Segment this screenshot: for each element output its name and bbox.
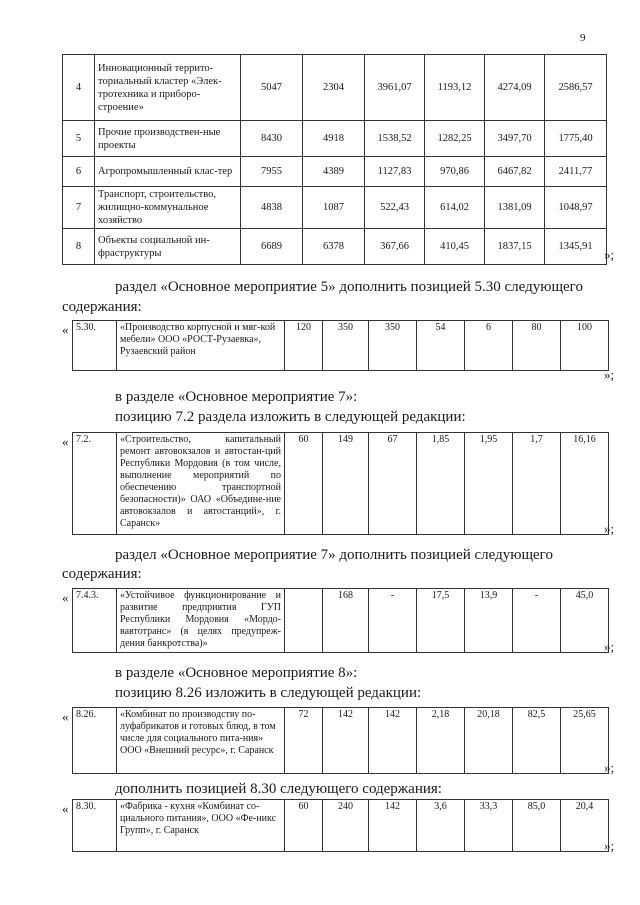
paragraph-section7-add-line1: раздел «Основное мероприятие 7» дополнить позицией следующего (115, 547, 553, 563)
position-number: 7.4.3. (73, 589, 117, 653)
table-row (63, 187, 607, 229)
project-name: «Комбинат по производству по-луфабрикатов и готовых блюд, в том числе для социального пита-ния» ООО «Внешний ресурс», г. Саранск (117, 708, 285, 774)
position-number: 5.30. (73, 321, 117, 371)
value-4: 2,18 (417, 708, 465, 774)
value-6: - (513, 589, 561, 653)
summary-table (62, 54, 607, 265)
value-3: 350 (369, 321, 417, 371)
value-2: 4918 (303, 121, 365, 157)
value-1: 5047 (241, 55, 303, 121)
t72-open-quote: « (62, 434, 69, 449)
value-4: 17,5 (417, 589, 465, 653)
t530-open-quote: « (62, 322, 69, 337)
value-3: 1127,83 (365, 157, 425, 187)
value-5: 13,9 (465, 589, 513, 653)
row-number: 4 (63, 55, 95, 121)
value-4: 970,86 (425, 157, 485, 187)
value-4: 1282,25 (425, 121, 485, 157)
position-5-30-table (72, 320, 609, 371)
value-3: - (369, 589, 417, 653)
value-2: 2304 (303, 55, 365, 121)
value-3: 67 (369, 433, 417, 535)
value-6: 1775,40 (545, 121, 607, 157)
table-row (63, 121, 607, 157)
value-2: 149 (323, 433, 369, 535)
value-1: 120 (285, 321, 323, 371)
value-6: 2411,77 (545, 157, 607, 187)
table-row (63, 157, 607, 187)
main-table-close-quote: »; (604, 247, 615, 262)
value-4: 1,85 (417, 433, 465, 535)
position-number: 7.2. (73, 433, 117, 535)
value-3: 142 (369, 708, 417, 774)
value-2: 4389 (303, 157, 365, 187)
position-number: 8.30. (73, 800, 117, 852)
value-5: 6 (465, 321, 513, 371)
value-6: 80 (513, 321, 561, 371)
value-1 (285, 589, 323, 653)
value-2: 168 (323, 589, 369, 653)
value-6: 1,7 (513, 433, 561, 535)
page-number: 9 (580, 32, 586, 44)
value-5: 6467,82 (485, 157, 545, 187)
paragraph-section7: в разделе «Основное мероприятие 7»: (115, 389, 358, 405)
t530-close-quote: »; (604, 367, 615, 382)
position-7-4-3-table (72, 588, 609, 653)
cluster-name: Агропромышленный клас-тер (95, 157, 241, 187)
value-1: 7955 (241, 157, 303, 187)
paragraph-position-8-26: позицию 8.26 изложить в следующей редакции: (115, 685, 422, 701)
value-2: 142 (323, 708, 369, 774)
value-1: 60 (285, 433, 323, 535)
project-name: «Строительство, капитальный ремонт автовокзалов и автостан-ций Республики Мордовия (в том числе, выполнение мероприятий по обеспечению транспортной безопасности)» ОАО «Объедине-ние автовокзалов и автостанций», г. Саранск» (117, 433, 285, 535)
cluster-name: Прочие производствен-ные проекты (95, 121, 241, 157)
value-1: 6689 (241, 229, 303, 265)
row-number: 7 (63, 187, 95, 229)
value-5: 20,18 (465, 708, 513, 774)
value-5: 33,3 (465, 800, 513, 852)
value-7: 16,16 (561, 433, 609, 535)
position-7-2-table (72, 432, 609, 535)
t72-close-quote: »; (604, 521, 615, 536)
position-8-30-table (72, 799, 609, 852)
value-7: 45,0 (561, 589, 609, 653)
value-2: 240 (323, 800, 369, 852)
project-name: «Производство корпусной и мяг-кой мебели» ООО «РОСТ-Рузаевка», Рузаевский район (117, 321, 285, 371)
value-4: 1193,12 (425, 55, 485, 121)
value-6: 1048,97 (545, 187, 607, 229)
paragraph-section7-add-line2: содержания: (62, 566, 142, 582)
value-1: 8430 (241, 121, 303, 157)
t826-close-quote: »; (604, 760, 615, 775)
value-4: 410,45 (425, 229, 485, 265)
value-3: 142 (369, 800, 417, 852)
value-6: 1345,91 (545, 229, 607, 265)
position-number: 8.26. (73, 708, 117, 774)
value-1: 60 (285, 800, 323, 852)
t743-open-quote: « (62, 590, 69, 605)
value-6: 85,0 (513, 800, 561, 852)
project-name: «Фабрика - кухня «Комбинат со-циального питания», ООО «Фе-никс Групп», г. Саранск (117, 800, 285, 852)
t826-open-quote: « (62, 709, 69, 724)
paragraph-position-8-30: дополнить позицией 8.30 следующего содержания: (115, 781, 442, 797)
table-row (63, 55, 607, 121)
value-4: 54 (417, 321, 465, 371)
value-6: 82,5 (513, 708, 561, 774)
paragraph-section8: в разделе «Основное мероприятие 8»: (115, 665, 358, 681)
value-3: 1538,52 (365, 121, 425, 157)
t830-close-quote: »; (604, 838, 615, 853)
position-8-26-table (72, 707, 609, 774)
value-1: 4838 (241, 187, 303, 229)
value-7: 20,4 (561, 800, 609, 852)
row-number: 5 (63, 121, 95, 157)
table-row (63, 229, 607, 265)
value-4: 3,6 (417, 800, 465, 852)
row-number: 8 (63, 229, 95, 265)
t830-open-quote: « (62, 801, 69, 816)
paragraph-position-7-2: позицию 7.2 раздела изложить в следующей редакции: (115, 409, 466, 425)
t743-close-quote: »; (604, 639, 615, 654)
value-5: 3497,70 (485, 121, 545, 157)
value-2: 1087 (303, 187, 365, 229)
project-name: «Устойчивое функционирование и развитие предприятия ГУП Республики Мордовия «Мордо-вавтотранс» (в целях предупреж-дения банкротства)» (117, 589, 285, 653)
value-6: 2586,57 (545, 55, 607, 121)
value-3: 3961,07 (365, 55, 425, 121)
value-5: 1381,09 (485, 187, 545, 229)
value-1: 72 (285, 708, 323, 774)
paragraph-section5-line1: раздел «Основное мероприятие 5» дополнить позицией 5.30 следующего (115, 279, 583, 295)
value-2: 350 (323, 321, 369, 371)
value-5: 1837,15 (485, 229, 545, 265)
value-7: 25,65 (561, 708, 609, 774)
value-7: 100 (561, 321, 609, 371)
value-5: 1,95 (465, 433, 513, 535)
value-5: 4274,09 (485, 55, 545, 121)
cluster-name: Транспорт, строительство, жилищно-коммунальное хозяйство (95, 187, 241, 229)
cluster-name: Инновационный террито-ториальный кластер «Элек-тротехника и приборо-строение» (95, 55, 241, 121)
value-3: 367,66 (365, 229, 425, 265)
cluster-name: Объекты социальной ин-фраструктуры (95, 229, 241, 265)
paragraph-section5-line2: содержания: (62, 299, 142, 315)
value-4: 614,02 (425, 187, 485, 229)
value-2: 6378 (303, 229, 365, 265)
value-3: 522,43 (365, 187, 425, 229)
row-number: 6 (63, 157, 95, 187)
